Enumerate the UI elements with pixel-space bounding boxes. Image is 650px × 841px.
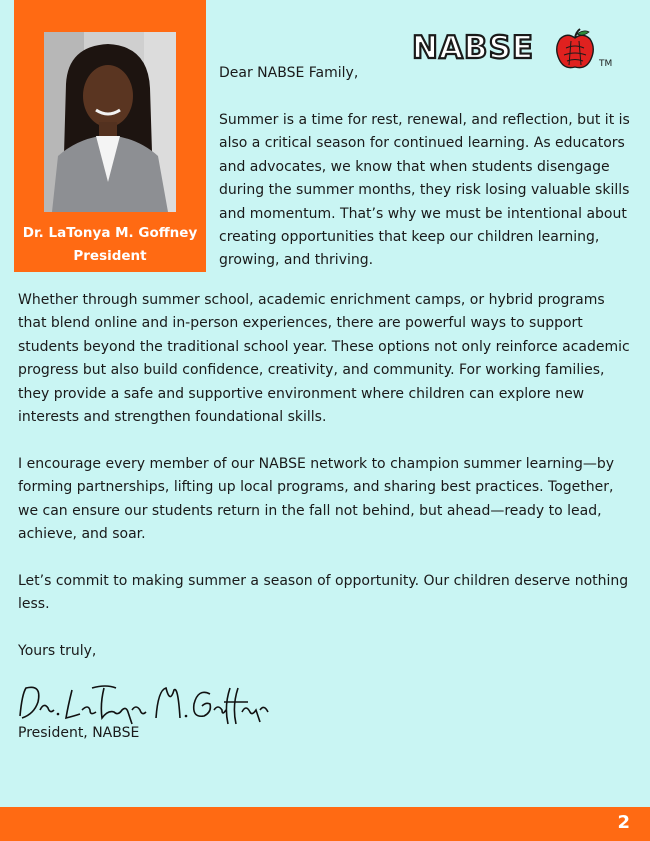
footer-bar: [0, 807, 650, 841]
president-photo: [44, 32, 176, 212]
letter-greeting: Dear NABSE Family,: [219, 65, 359, 81]
logo-wordmark: NABSE: [412, 30, 535, 66]
letter-paragraph: Summer is a time for rest, renewal, and reflection, but it is also a critical season for continued learning. As educators and advocates, we know that when students disengage during the summer months, they risk losing valuable skills and momentum. That’s why we must be intentional about creating opportunities that keep our children learning, growing, and thriving.: [219, 112, 630, 269]
president-name: Dr. LaTonya M. Goffney: [22, 225, 198, 241]
letter-paragraph: Let’s commit to making summer a season of opportunity. Our children deserve nothing less.: [18, 572, 629, 613]
president-title: President: [73, 248, 147, 264]
letter-paragraph: I encourage every member of our NABSE network to champion summer learning—by forming partnerships, lifting up local programs, and sharing best practices. Together, we can ensure our students return in the fall not behind, but ahead—ready to lead, achieve, and soar.: [18, 455, 615, 543]
letter-paragraph: Whether through summer school, academic enrichment camps, or hybrid programs that blend online and in-person experiences, there are powerful ways to support students beyond the traditional school year. These options not only reinforce academic progress but also build confidence, creativity, and community. For working families, they provide a safe and supportive environment where children can explore new interests and strengthen foundational skills.: [18, 292, 630, 426]
president-caption: [14, 222, 206, 268]
letter-closing: Yours truly,: [18, 643, 97, 660]
signer-title: President, NABSE: [18, 725, 140, 741]
profile-card: [14, 0, 206, 272]
page-number: 2: [617, 812, 630, 833]
trademark-mark: TM: [599, 59, 613, 69]
portrait-illustration: [44, 32, 176, 212]
letter-body: [18, 289, 636, 687]
